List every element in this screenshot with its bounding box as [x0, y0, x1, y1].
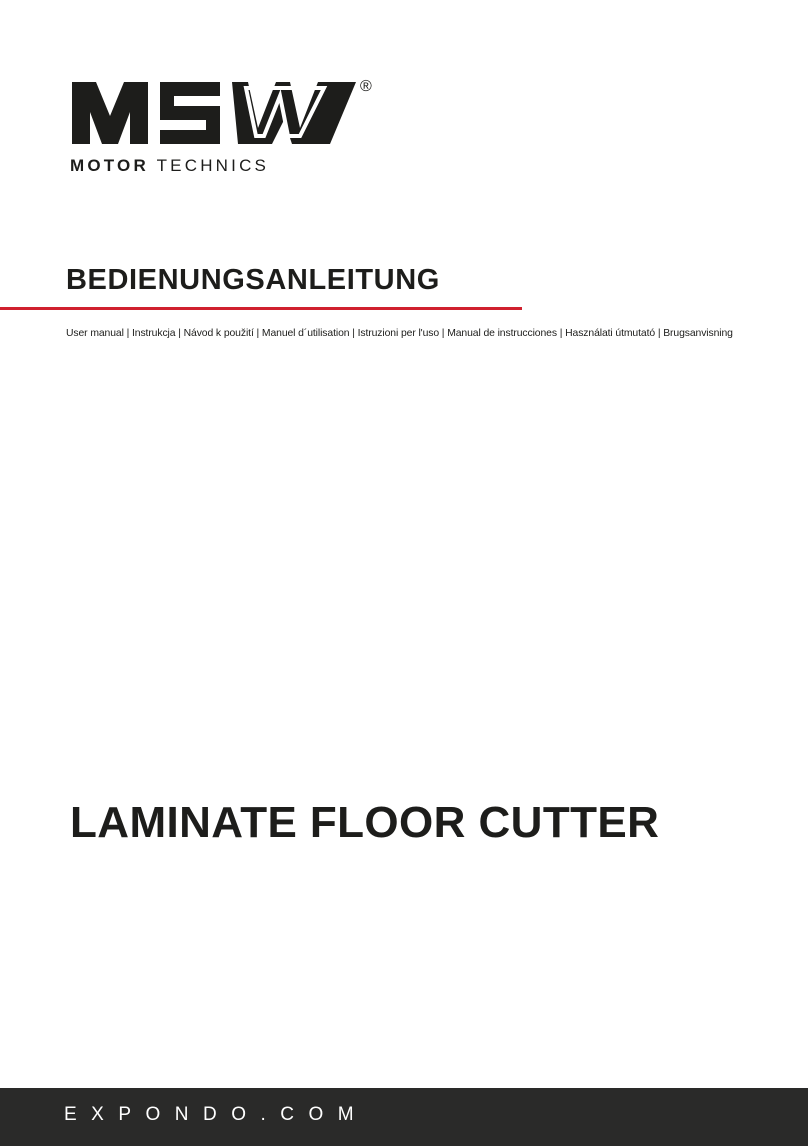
accent-divider [0, 307, 522, 310]
brand-logo [70, 76, 380, 180]
registered-mark: ® [360, 78, 372, 95]
logo-subtitle-light: TECHNICS [156, 156, 270, 175]
language-list: User manual | Instrukcja | Návod k použití | Manuel d´utilisation | Istruzioni per l'uso | Manual de instrucciones | Használati útmutató | Brugsanvisning [66, 328, 733, 339]
product-title: LAMINATE FLOOR CUTTER [70, 798, 660, 847]
logo-subtitle [70, 156, 269, 176]
manual-title: BEDIENUNGSANLEITUNG [66, 264, 440, 296]
website-link[interactable]: EXPONDO.COM [64, 1104, 369, 1125]
logo-subtitle-bold: MOTOR [70, 156, 149, 175]
msw-logo-mark [70, 76, 380, 152]
footer-bar [0, 1088, 808, 1146]
